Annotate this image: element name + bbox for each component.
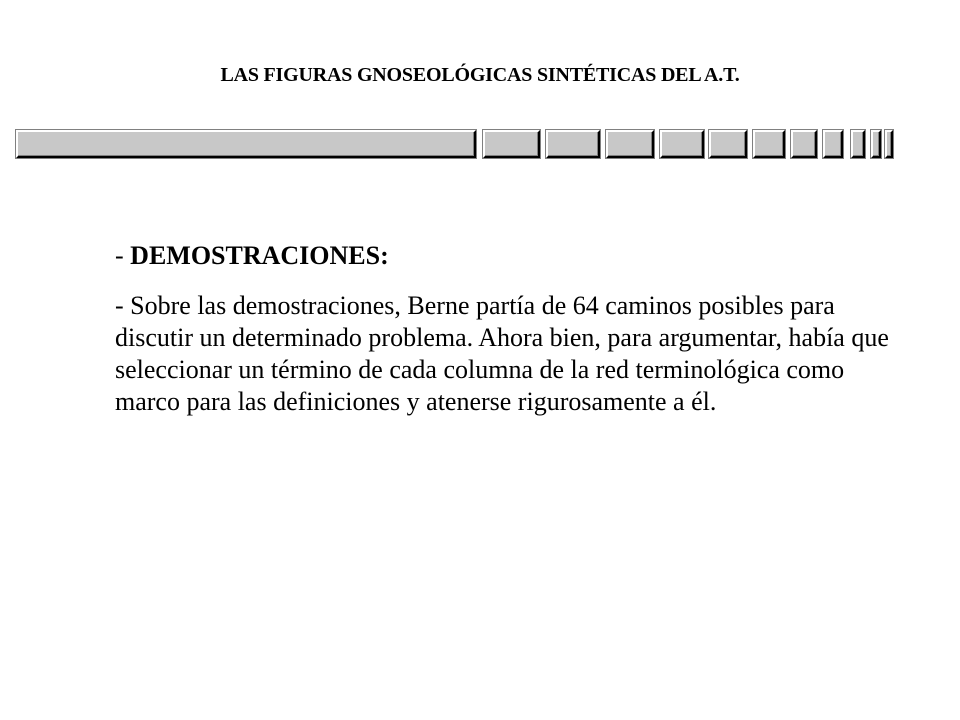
bar-segment bbox=[546, 130, 600, 158]
bar-segment bbox=[660, 130, 704, 158]
bar-segment bbox=[791, 130, 817, 158]
heading-label: DEMOSTRACIONES: bbox=[130, 241, 389, 270]
slide-body bbox=[115, 240, 895, 418]
bar-segment bbox=[871, 130, 881, 158]
bar-segment bbox=[709, 130, 747, 158]
body-paragraph: - Sobre las demostraciones, Berne partía de 64 caminos posibles para discutir un determinado problema. Ahora bien, para argumentar, había que seleccionar un término de cada columna de la red terminológica como marco para las definiciones y atenerse rigurosamente a él. bbox=[115, 291, 889, 416]
bar-segment bbox=[885, 130, 893, 158]
bar-segment bbox=[483, 130, 540, 158]
bar-segment bbox=[823, 130, 843, 158]
bar-segment bbox=[16, 130, 476, 158]
bar-segment bbox=[851, 130, 865, 158]
decorative-segmented-bar bbox=[16, 130, 896, 160]
slide-title: LAS FIGURAS GNOSEOLÓGICAS SINTÉTICAS DEL A.T. bbox=[220, 64, 740, 86]
bar-segment bbox=[753, 130, 785, 158]
section-heading bbox=[115, 240, 895, 272]
bar-segment bbox=[606, 130, 654, 158]
heading-bullet: - bbox=[115, 241, 131, 270]
